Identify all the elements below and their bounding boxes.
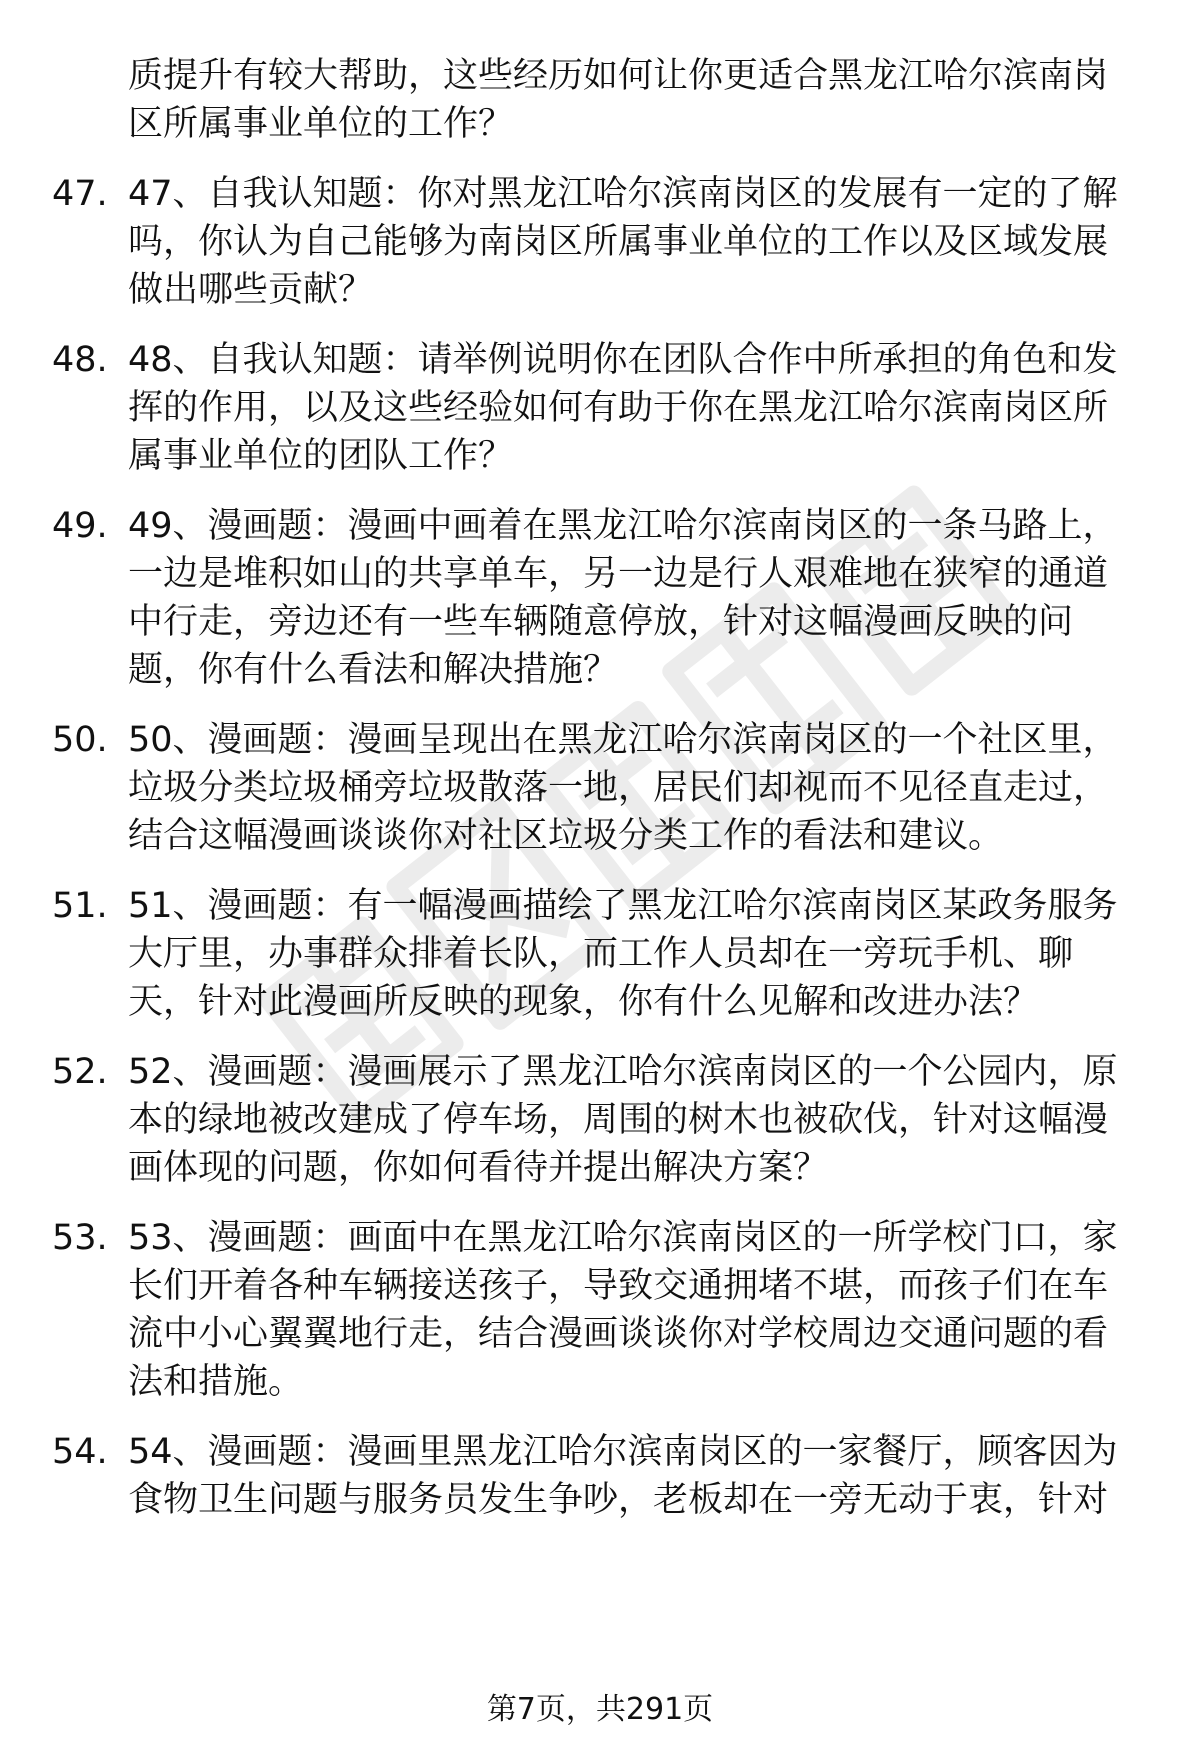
question-line: 中行走，旁边还有一些车辆随意停放，针对这幅漫画反映的问 — [128, 602, 1074, 642]
question-line: 区所属事业单位的工作？ — [128, 104, 514, 144]
question-number: 49. — [52, 506, 108, 546]
question-line: 47、自我认知题：你对黑龙江哈尔滨南岗区的发展有一定的了解 — [128, 174, 1118, 214]
question-item-51 — [0, 882, 1200, 1026]
question-item-49 — [0, 502, 1200, 694]
question-line: 天，针对此漫画所反映的现象，你有什么见解和改进办法？ — [128, 982, 1039, 1022]
question-line: 质提升有较大帮助，这些经历如何让你更适合黑龙江哈尔滨南岗 — [128, 56, 1109, 96]
question-line: 挥的作用，以及这些经验如何有助于你在黑龙江哈尔滨南岗区所 — [128, 388, 1109, 428]
question-line: 吗，你认为自己能够为南岗区所属事业单位的工作以及区域发展 — [128, 222, 1109, 262]
question-line: 法和措施。 — [128, 1362, 304, 1402]
question-line: 53、漫画题：画面中在黑龙江哈尔滨南岗区的一所学校门口，家 — [128, 1218, 1118, 1258]
question-line: 食物卫生问题与服务员发生争吵，老板却在一旁无动于衷，针对 — [128, 1480, 1109, 1520]
question-item-continued — [0, 52, 1200, 148]
question-number: 52. — [52, 1052, 108, 1092]
question-text — [128, 1428, 1148, 1524]
question-line: 48、自我认知题：请举例说明你在团队合作中所承担的角色和发 — [128, 340, 1118, 380]
question-line: 做出哪些贡献？ — [128, 270, 374, 310]
question-item-48 — [0, 336, 1200, 480]
question-text — [128, 336, 1148, 480]
question-text — [128, 716, 1148, 860]
question-text — [128, 502, 1148, 694]
question-line: 大厅里，办事群众排着长队，而工作人员却在一旁玩手机、聊 — [128, 934, 1074, 974]
question-item-54 — [0, 1428, 1200, 1524]
question-line: 垃圾分类垃圾桶旁垃圾散落一地，居民们却视而不见径直走过， — [128, 768, 1109, 808]
question-number: 47. — [52, 174, 108, 214]
question-line: 50、漫画题：漫画呈现出在黑龙江哈尔滨南岗区的一个社区里， — [128, 720, 1118, 760]
question-line: 属事业单位的团队工作？ — [128, 436, 514, 476]
question-line: 一边是堆积如山的共享单车，另一边是行人艰难地在狭窄的通道 — [128, 554, 1109, 594]
question-line: 长们开着各种车辆接送孩子，导致交通拥堵不堪，而孩子们在车 — [128, 1266, 1109, 1306]
question-line: 画体现的问题，你如何看待并提出解决方案？ — [128, 1148, 829, 1188]
question-text — [128, 170, 1148, 314]
question-item-47 — [0, 170, 1200, 314]
question-item-52 — [0, 1048, 1200, 1192]
question-number: 51. — [52, 886, 108, 926]
question-item-50 — [0, 716, 1200, 860]
question-text — [128, 1048, 1148, 1192]
question-text — [128, 52, 1148, 148]
question-list — [0, 52, 1200, 1546]
question-number: 53. — [52, 1218, 108, 1258]
question-text — [128, 1214, 1148, 1406]
question-line: 流中小心翼翼地行走，结合漫画谈谈你对学校周边交通问题的看 — [128, 1314, 1109, 1354]
question-item-53 — [0, 1214, 1200, 1406]
page-footer: 第7页，共291页 — [486, 1692, 714, 1727]
question-text — [128, 882, 1148, 1026]
question-line: 49、漫画题：漫画中画着在黑龙江哈尔滨南岗区的一条马路上， — [128, 506, 1118, 546]
question-number: 54. — [52, 1432, 108, 1472]
question-line: 51、漫画题：有一幅漫画描绘了黑龙江哈尔滨南岗区某政务服务 — [128, 886, 1118, 926]
question-number: 50. — [52, 720, 108, 760]
question-line: 52、漫画题：漫画展示了黑龙江哈尔滨南岗区的一个公园内，原 — [128, 1052, 1118, 1092]
question-line: 54、漫画题：漫画里黑龙江哈尔滨南岗区的一家餐厅，顾客因为 — [128, 1432, 1118, 1472]
question-number: 48. — [52, 340, 108, 380]
question-line: 结合这幅漫画谈谈你对社区垃圾分类工作的看法和建议。 — [128, 816, 1004, 856]
question-line: 题，你有什么看法和解决措施？ — [128, 650, 619, 690]
question-line: 本的绿地被改建成了停车场，周围的树木也被砍伐，针对这幅漫 — [128, 1100, 1109, 1140]
